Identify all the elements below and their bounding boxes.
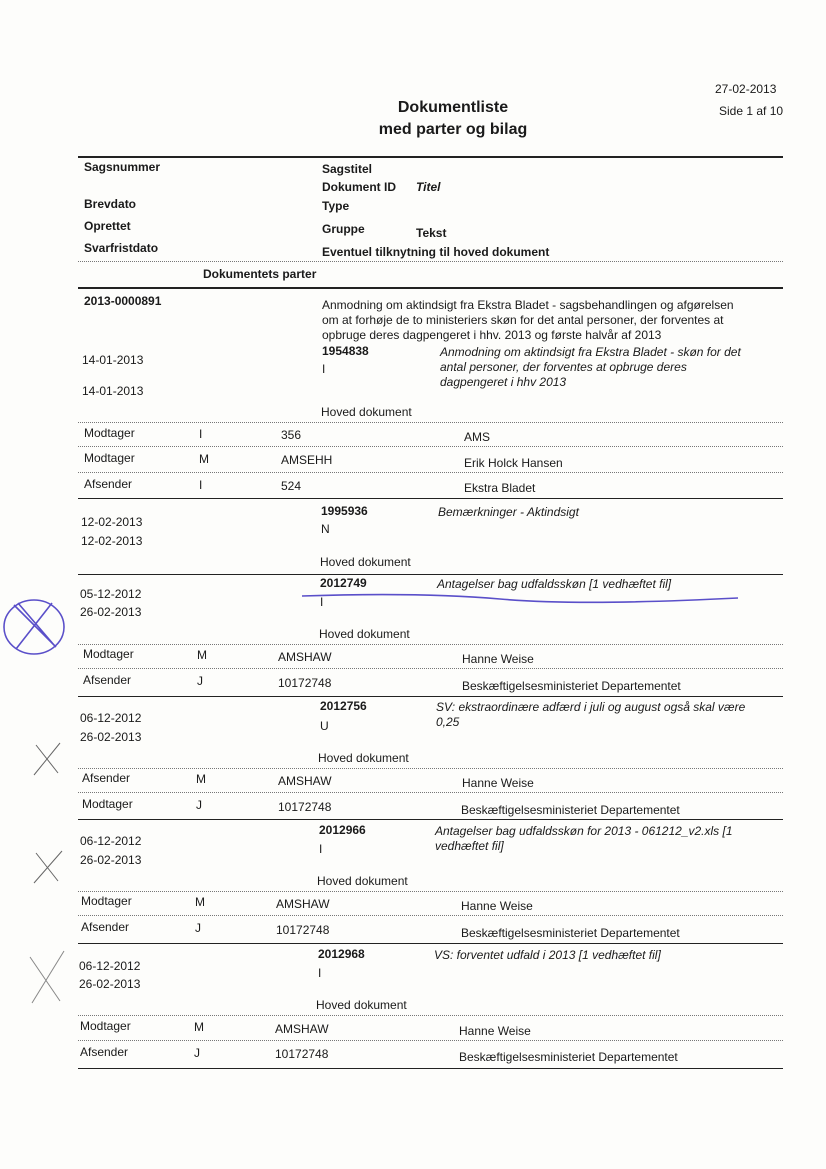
- party-name: Hanne Weise: [461, 899, 533, 913]
- x-mark: [30, 951, 64, 1003]
- oprettet: 26-02-2013: [80, 730, 142, 744]
- party-id: 10172748: [275, 1047, 329, 1061]
- document-id: 1995936: [321, 504, 368, 518]
- party-id: AMSHAW: [278, 774, 332, 788]
- party-role: Modtager: [84, 426, 135, 440]
- document-title: Anmodning om aktindsigt fra Ekstra Bladet - skøn for det antal personer, der forventes at opbruge deres dagpengeret i hhv 2013: [440, 345, 741, 389]
- brevdato: 06-12-2012: [80, 711, 142, 725]
- label-sagsnummer: Sagsnummer: [84, 160, 161, 174]
- party-code: M: [194, 1020, 204, 1034]
- oprettet: 12-02-2013: [81, 534, 143, 548]
- party-name: Ekstra Bladet: [464, 481, 536, 495]
- label-gruppe: Gruppe: [322, 222, 365, 236]
- relation: Hoved dokument: [321, 405, 412, 419]
- label-type: Type: [322, 199, 350, 213]
- divider: [78, 446, 783, 447]
- party-name: AMS: [464, 430, 491, 444]
- party-name: Beskæftigelsesministeriet Departementet: [461, 803, 680, 817]
- document-rule: [78, 696, 783, 697]
- document-rule: [78, 819, 783, 820]
- document-title: Antagelser bag udfaldsskøn [1 vedhæftet fil]: [437, 577, 672, 591]
- oprettet: 14-01-2013: [82, 384, 144, 398]
- case-title: Anmodning om aktindsigt fra Ekstra Bladet - sagsbehandlingen og afgørelsen om at forhøje de to ministeriers skøn for det antal personer, der forventes at opbruge deres dagpengeret i hhv. 2013 og første halvår af 2013: [322, 298, 734, 342]
- document-type: I: [318, 966, 322, 980]
- party-id: AMSEHH: [281, 453, 333, 467]
- divider: [78, 768, 783, 769]
- brevdato: 05-12-2012: [80, 587, 142, 601]
- label-titel: Titel: [416, 180, 441, 194]
- document-id: 1954838: [322, 344, 369, 358]
- party-name: Hanne Weise: [459, 1024, 531, 1038]
- brevdato: 12-02-2013: [81, 515, 143, 529]
- document-id: 2012749: [320, 576, 367, 590]
- party-name: Beskæftigelsesministeriet Departementet: [462, 679, 681, 693]
- party-code: J: [196, 798, 202, 812]
- divider: [78, 1015, 783, 1016]
- circled-x-mark: [4, 600, 64, 654]
- party-role: Afsender: [83, 673, 132, 687]
- label-sagstitel: Sagstitel: [322, 162, 373, 176]
- party-code: M: [196, 772, 206, 786]
- divider: [78, 1040, 783, 1041]
- party-code: M: [199, 452, 209, 466]
- party-role: Modtager: [81, 894, 132, 908]
- document-title: Bemærkninger - Aktindsigt: [438, 505, 579, 519]
- document-id: 2012968: [318, 947, 365, 961]
- divider: [78, 261, 783, 262]
- party-role: Modtager: [80, 1019, 131, 1033]
- oprettet: 26-02-2013: [79, 977, 141, 991]
- brevdato: 06-12-2012: [79, 959, 141, 973]
- document-rule: [78, 1068, 783, 1069]
- relation: Hoved dokument: [316, 998, 407, 1012]
- document-title: Antagelser bag udfaldsskøn for 2013 - 061212_v2.xls [1 vedhæftet fil]: [435, 824, 733, 853]
- party-role: Modtager: [83, 647, 134, 661]
- document-title: Dokumentliste: [397, 99, 509, 116]
- divider: [78, 915, 783, 916]
- party-role: Afsender: [84, 477, 133, 491]
- print-date: 27-02-2013: [715, 82, 777, 96]
- relation: Hoved dokument: [319, 627, 410, 641]
- handwritten-marks: [0, 585, 120, 1005]
- relation: Hoved dokument: [317, 874, 408, 888]
- document-rule: [78, 574, 783, 575]
- party-name: Beskæftigelsesministeriet Departementet: [459, 1050, 678, 1064]
- document-title: VS: forventet udfald i 2013 [1 vedhæftet fil]: [434, 948, 661, 962]
- divider: [78, 891, 783, 892]
- document-title: SV: ekstraordinære adfærd i juli og august også skal være 0,25: [436, 700, 746, 729]
- document-type: I: [320, 595, 324, 609]
- document-type: I: [319, 842, 323, 856]
- x-mark: [34, 743, 60, 775]
- label-brevdato: Brevdato: [84, 197, 137, 211]
- party-id: 356: [281, 428, 302, 442]
- label-oprettet: Oprettet: [84, 219, 131, 233]
- oprettet: 26-02-2013: [80, 853, 142, 867]
- divider: [78, 792, 783, 793]
- divider: [78, 472, 783, 473]
- x-mark: [34, 851, 62, 883]
- party-code: M: [197, 648, 207, 662]
- divider: [78, 668, 783, 669]
- party-code: J: [194, 1046, 200, 1060]
- brevdato: 06-12-2012: [80, 834, 142, 848]
- party-code: J: [197, 674, 203, 688]
- relation: Hoved dokument: [318, 751, 409, 765]
- party-role: Modtager: [82, 797, 133, 811]
- party-role: Afsender: [81, 920, 130, 934]
- label-svarfristdato: Svarfristdato: [84, 241, 159, 255]
- party-code: M: [195, 895, 205, 909]
- label-dokument-id: Dokument ID: [322, 180, 397, 194]
- party-code: I: [199, 427, 203, 441]
- party-name: Hanne Weise: [462, 652, 534, 666]
- brevdato: 14-01-2013: [82, 353, 144, 367]
- label-tilknytning: Eventuel tilknytning til hoved dokument: [322, 245, 550, 259]
- document-rule: [78, 498, 783, 499]
- document-type: I: [322, 362, 326, 376]
- party-id: 10172748: [278, 800, 332, 814]
- label-parter: Dokumentets parter: [203, 267, 317, 281]
- party-name: Beskæftigelsesministeriet Departementet: [461, 926, 680, 940]
- party-id: AMSHAW: [278, 650, 332, 664]
- document-id: 2012966: [319, 823, 366, 837]
- oprettet: 26-02-2013: [80, 605, 142, 619]
- party-role: Modtager: [84, 451, 135, 465]
- document-type: N: [321, 522, 330, 536]
- party-id: 10172748: [276, 923, 330, 937]
- party-code: J: [195, 921, 201, 935]
- party-id: 10172748: [278, 676, 332, 690]
- party-id: AMSHAW: [275, 1022, 329, 1036]
- party-role: Afsender: [82, 771, 131, 785]
- party-role: Afsender: [80, 1045, 129, 1059]
- header-rule: [78, 156, 783, 158]
- relation: Hoved dokument: [320, 555, 411, 569]
- columns-rule: [78, 287, 783, 289]
- pen-underline: [300, 590, 740, 606]
- party-name: Hanne Weise: [462, 776, 534, 790]
- page-number: Side 1 af 10: [719, 104, 784, 118]
- document-type: U: [320, 719, 329, 733]
- document-subtitle: med parter og bilag: [378, 121, 528, 138]
- document-rule: [78, 943, 783, 944]
- party-id: 524: [281, 479, 302, 493]
- case-number: 2013-0000891: [84, 294, 162, 308]
- party-id: AMSHAW: [276, 897, 330, 911]
- party-name: Erik Holck Hansen: [464, 456, 563, 470]
- divider: [78, 644, 783, 645]
- divider: [78, 422, 783, 423]
- label-tekst: Tekst: [416, 226, 447, 240]
- party-code: I: [199, 478, 203, 492]
- document-id: 2012756: [320, 699, 367, 713]
